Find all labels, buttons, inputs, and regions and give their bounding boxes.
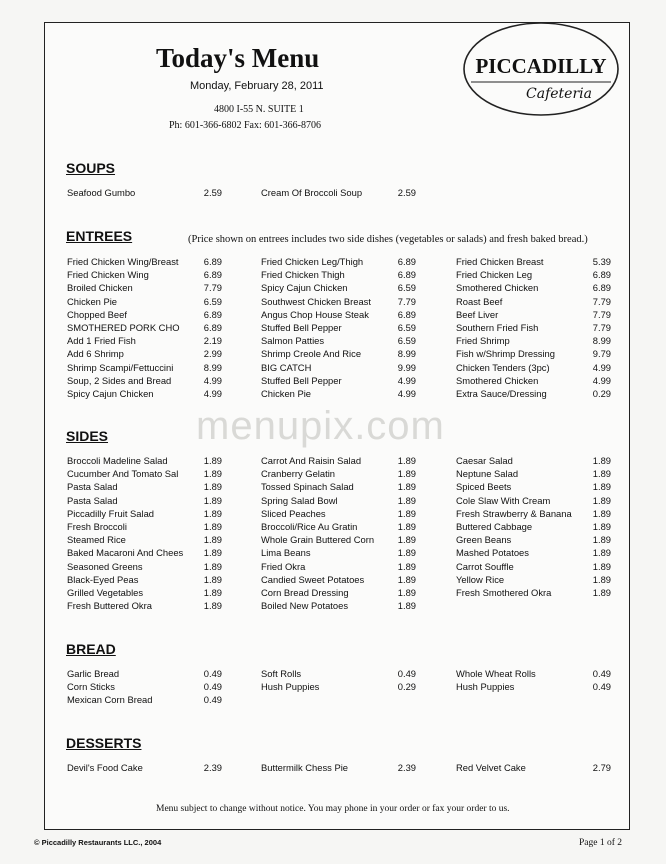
menu-item-price: 1.89 xyxy=(592,587,611,598)
menu-item-price: 6.89 xyxy=(592,282,611,294)
menu-item-name: Yellow Rice xyxy=(456,573,505,585)
menu-item-name: Cucumber And Tomato Sal xyxy=(67,468,179,480)
menu-item-price: 1.89 xyxy=(397,468,416,480)
menu-item-price: 1.89 xyxy=(203,547,222,559)
menu-item-price: 1.89 xyxy=(397,507,416,519)
menu-item-name: Spicy Cajun Chicken xyxy=(67,388,154,399)
menu-item-name: Fried Okra xyxy=(261,560,306,572)
menu-item-price: 6.89 xyxy=(397,269,416,281)
menu-item-name: Chopped Beef xyxy=(67,308,127,320)
menu-item-price: 0.29 xyxy=(592,388,611,399)
menu-item-name: Fried Chicken Wing/Breast xyxy=(67,256,179,267)
menu-item-name: BIG CATCH xyxy=(261,361,312,373)
menu-item-price: 1.89 xyxy=(592,455,611,466)
menu-item-name: Corn Bread Dressing xyxy=(261,587,349,598)
menu-item-price: 7.79 xyxy=(592,295,611,307)
menu-item-price: 1.89 xyxy=(203,494,222,506)
menu-item-name: Fresh Broccoli xyxy=(67,521,127,532)
menu-item-price: 1.89 xyxy=(203,468,222,480)
menu-item-name: Fried Shrimp xyxy=(456,335,510,347)
logo-text-piccadilly: PICCADILLY xyxy=(475,54,607,78)
menu-item-name: Fried Chicken Leg/Thigh xyxy=(261,256,364,267)
section-sides-title: SIDES xyxy=(66,428,109,444)
menu-item-price: 1.89 xyxy=(203,481,222,493)
menu-item-price: 1.89 xyxy=(592,481,611,493)
menu-item-price: 1.89 xyxy=(592,468,611,480)
menu-item-name: Fish w/Shrimp Dressing xyxy=(456,348,555,360)
menu-item-name: Boiled New Potatoes xyxy=(261,600,349,612)
menu-item-price: 2.39 xyxy=(203,762,222,773)
menu-item-name: Pasta Salad xyxy=(67,494,118,506)
menu-item-name: Sliced Peaches xyxy=(261,507,326,519)
menu-item-price: 1.89 xyxy=(592,534,611,546)
menu-item-price: 2.59 xyxy=(203,187,222,198)
menu-item-name: Green Beans xyxy=(456,534,512,546)
section-bread-title: BREAD xyxy=(66,641,116,657)
menu-item-name: Mashed Potatoes xyxy=(456,547,529,559)
section-desserts-title: DESSERTS xyxy=(66,735,142,751)
menu-item-name: Broiled Chicken xyxy=(67,282,133,294)
menu-item-price: 4.99 xyxy=(203,388,222,399)
menu-item-price: 0.49 xyxy=(592,681,611,693)
menu-item-name: Baked Macaroni And Chees xyxy=(67,547,184,559)
menu-item-price: 0.49 xyxy=(203,694,222,706)
menu-item-name: Soup, 2 Sides and Bread xyxy=(67,374,172,386)
menu-item-name: Extra Sauce/Dressing xyxy=(456,388,547,399)
menu-item-name: Neptune Salad xyxy=(456,468,519,480)
menu-item-price: 8.99 xyxy=(397,348,416,360)
menu-item-price: 1.89 xyxy=(203,587,222,598)
page-number: Page 1 of 2 xyxy=(579,838,623,848)
menu-item-name: Fried Chicken Leg xyxy=(456,269,533,281)
menu-item-price: 1.89 xyxy=(397,481,416,493)
menu-item-name: Fried Chicken Breast xyxy=(456,256,544,267)
section-entrees-title: ENTREES xyxy=(66,228,133,244)
menu-item-name: Stuffed Bell Pepper xyxy=(261,322,342,333)
menu-item-price: 1.89 xyxy=(592,573,611,585)
menu-item-price: 9.79 xyxy=(592,348,611,360)
menu-item-price: 0.29 xyxy=(397,681,416,693)
menu-item-price: 1.89 xyxy=(203,534,222,546)
menu-item-price: 6.89 xyxy=(592,269,611,281)
piccadilly-logo xyxy=(461,20,621,118)
menu-item-name: Garlic Bread xyxy=(67,668,120,679)
menu-item-name: Cole Slaw With Cream xyxy=(456,494,551,506)
menu-item-name: Southwest Chicken Breast xyxy=(261,295,371,307)
menu-item-price: 1.89 xyxy=(592,521,611,532)
menu-item-price: 2.39 xyxy=(397,762,416,773)
menu-item-price: 1.89 xyxy=(397,521,416,532)
menu-item-name: Piccadilly Fruit Salad xyxy=(67,507,155,519)
menu-item-price: 1.89 xyxy=(397,560,416,572)
menu-item-name: Pasta Salad xyxy=(67,481,118,493)
logo-text-cafeteria: Cafeteria xyxy=(526,86,592,102)
menu-item-name: Candied Sweet Potatoes xyxy=(261,573,365,585)
menu-item-name: Hush Puppies xyxy=(456,681,515,693)
menu-item-name: Lima Beans xyxy=(261,547,311,559)
menu-item-price: 1.89 xyxy=(397,587,416,598)
menu-item-price: 6.89 xyxy=(203,269,222,281)
phone-fax: Ph: 601-366-6802 Fax: 601-366-8706 xyxy=(169,120,321,131)
menu-item-name: Smothered Chicken xyxy=(456,374,539,386)
menu-item-name: Buttered Cabbage xyxy=(456,521,533,532)
menu-item-price: 6.59 xyxy=(397,282,416,294)
menu-item-price: 6.89 xyxy=(397,308,416,320)
menu-item-name: Seafood Gumbo xyxy=(67,187,136,198)
menu-item-price: 2.99 xyxy=(203,348,222,360)
menu-item-name: Fried Chicken Wing xyxy=(67,269,149,281)
menu-item-price: 0.49 xyxy=(203,668,222,679)
menu-item-name: Soft Rolls xyxy=(261,668,302,679)
menu-item-price: 1.89 xyxy=(203,560,222,572)
menu-item-name: Add 6 Shrimp xyxy=(67,348,124,360)
menu-item-name: Fresh Strawberry & Banana xyxy=(456,507,572,519)
menu-item-name: Southern Fried Fish xyxy=(456,322,539,333)
menu-item-name: Caesar Salad xyxy=(456,455,513,466)
menu-item-name: Add 1 Fried Fish xyxy=(67,335,136,347)
menu-item-name: Roast Beef xyxy=(456,295,503,307)
menu-item-price: 8.99 xyxy=(203,361,222,373)
menu-item-name: Whole Wheat Rolls xyxy=(456,668,536,679)
menu-item-name: Fresh Buttered Okra xyxy=(67,600,152,612)
menu-item-price: 2.19 xyxy=(203,335,222,347)
menu-item-name: Spiced Beets xyxy=(456,481,512,493)
menu-item-price: 2.59 xyxy=(397,187,416,198)
menu-item-price: 1.89 xyxy=(397,600,416,612)
menu-item-name: Spring Salad Bowl xyxy=(261,494,338,506)
menu-item-price: 1.89 xyxy=(203,600,222,612)
address: 4800 I-55 N. SUITE 1 xyxy=(214,104,304,115)
watermark: menupix.com xyxy=(196,404,445,448)
menu-item-price: 1.89 xyxy=(397,455,416,466)
footer-note: Menu subject to change without notice. You may phone in your order or fax your order to us. xyxy=(156,804,510,814)
menu-item-name: Beef Liver xyxy=(456,308,499,320)
menu-item-price: 7.79 xyxy=(592,322,611,333)
section-soups-title: SOUPS xyxy=(66,160,116,176)
menu-item-name: Spicy Cajun Chicken xyxy=(261,282,348,294)
menu-item-price: 6.59 xyxy=(397,335,416,347)
menu-item-price: 1.89 xyxy=(203,521,222,532)
menu-item-name: Tossed Spinach Salad xyxy=(261,481,354,493)
menu-item-price: 6.89 xyxy=(203,322,222,333)
menu-item-price: 1.89 xyxy=(592,547,611,559)
menu-item-name: Whole Grain Buttered Corn xyxy=(261,534,375,546)
menu-item-price: 7.79 xyxy=(397,295,416,307)
menu-item-name: Shrimp Creole And Rice xyxy=(261,348,362,360)
menu-item-price: 0.49 xyxy=(397,668,416,679)
menu-item-name: Fried Chicken Thigh xyxy=(261,269,345,281)
menu-item-price: 4.99 xyxy=(397,388,416,399)
menu-item-price: 2.79 xyxy=(592,762,611,773)
menu-item-price: 7.79 xyxy=(203,282,222,294)
menu-item-name: Grilled Vegetables xyxy=(67,587,144,598)
menu-item-price: 1.89 xyxy=(397,547,416,559)
menu-item-name: Fresh Smothered Okra xyxy=(456,587,552,598)
menu-date: Monday, February 28, 2011 xyxy=(190,80,324,92)
menu-item-name: Seasoned Greens xyxy=(67,560,143,572)
menu-item-price: 4.99 xyxy=(592,374,611,386)
menu-item-name: Shrimp Scampi/Fettuccini xyxy=(67,361,174,373)
menu-item-price: 1.89 xyxy=(203,507,222,519)
menu-item-name: Carrot And Raisin Salad xyxy=(261,455,362,466)
menu-item-price: 6.89 xyxy=(203,256,222,267)
menu-item-price: 1.89 xyxy=(203,455,222,466)
copyright: © Piccadilly Restaurants LLC., 2004 xyxy=(34,838,162,847)
menu-item-price: 1.89 xyxy=(592,560,611,572)
menu-item-name: Chicken Pie xyxy=(67,295,118,307)
menu-item-price: 4.99 xyxy=(397,374,416,386)
menu-item-name: Stuffed Bell Pepper xyxy=(261,374,342,386)
menu-item-price: 6.89 xyxy=(397,256,416,267)
menu-item-price: 0.49 xyxy=(592,668,611,679)
menu-item-price: 4.99 xyxy=(592,361,611,373)
menu-item-price: 6.89 xyxy=(203,308,222,320)
menu-item-name: Broccoli Madeline Salad xyxy=(67,455,168,466)
menu-item-price: 0.49 xyxy=(203,681,222,693)
menu-item-price: 1.89 xyxy=(592,494,611,506)
menu-item-price: 7.79 xyxy=(592,308,611,320)
menu-item-name: Broccoli/Rice Au Gratin xyxy=(261,521,358,532)
entrees-note: (Price shown on entrees includes two side dishes (vegetables or salads) and fresh baked bread.) xyxy=(188,234,588,245)
menu-item-name: Salmon Patties xyxy=(261,335,325,347)
menu-item-price: 8.99 xyxy=(592,335,611,347)
menu-item-name: Cream Of Broccoli Soup xyxy=(261,187,363,198)
menu-item-price: 1.89 xyxy=(592,507,611,519)
menu-item-price: 1.89 xyxy=(397,573,416,585)
page-title: Today's Menu xyxy=(156,43,320,73)
menu-item-name: SMOTHERED PORK CHO xyxy=(67,322,180,333)
menu-item-price: 6.59 xyxy=(203,295,222,307)
menu-item-name: Carrot Souffle xyxy=(456,560,514,572)
menu-item-price: 6.59 xyxy=(397,322,416,333)
menu-item-name: Corn Sticks xyxy=(67,681,115,693)
menu-item-price: 9.99 xyxy=(397,361,416,373)
menu-item-name: Smothered Chicken xyxy=(456,282,539,294)
menu-item-price: 1.89 xyxy=(203,573,222,585)
menu-item-name: Angus Chop House Steak xyxy=(261,308,369,320)
menu-item-name: Chicken Tenders (3pc) xyxy=(456,361,550,373)
menu-item-name: Black-Eyed Peas xyxy=(67,573,139,585)
menu-item-name: Devil's Food Cake xyxy=(67,762,143,773)
menu-item-price: 1.89 xyxy=(397,494,416,506)
menu-item-name: Steamed Rice xyxy=(67,534,126,546)
menu-item-price: 4.99 xyxy=(203,374,222,386)
menu-item-name: Red Velvet Cake xyxy=(456,762,526,773)
menu-item-name: Cranberry Gelatin xyxy=(261,468,335,480)
menu-item-name: Hush Puppies xyxy=(261,681,320,693)
menu-item-price: 1.89 xyxy=(397,534,416,546)
menu-item-price: 5.39 xyxy=(592,256,611,267)
menu-item-name: Chicken Pie xyxy=(261,388,312,399)
menu-item-name: Mexican Corn Bread xyxy=(67,694,153,706)
menu-item-name: Buttermilk Chess Pie xyxy=(261,762,349,773)
